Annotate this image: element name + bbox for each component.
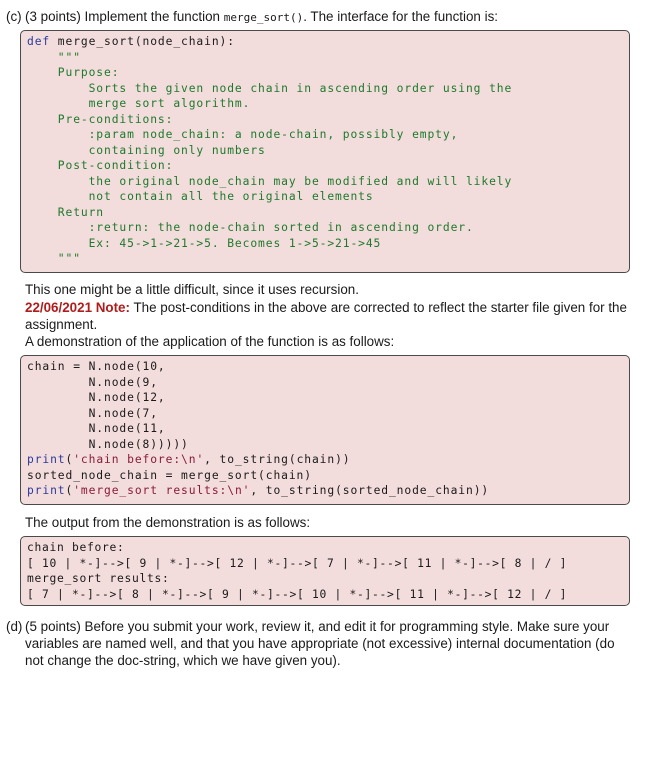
code-line: Pre-conditions: xyxy=(27,112,174,126)
code-line: N.node(11, xyxy=(27,422,166,435)
code-string: 'chain before:\n' xyxy=(73,453,205,466)
code-line: N.node(7, xyxy=(27,406,158,420)
code-line: Ex: 45->1->21->5. Becomes 1->5->21->45 xyxy=(27,236,382,250)
code-line: chain before: xyxy=(27,541,125,554)
code-box-interface xyxy=(20,30,630,273)
code-line: N.node(12, xyxy=(27,391,166,404)
code-line xyxy=(27,35,235,48)
code-line: N.node(8))))) xyxy=(27,437,189,451)
code-line: N.node(9, xyxy=(27,375,158,389)
part-c-label: (c) xyxy=(6,9,22,24)
code-line: Post-condition: xyxy=(27,159,174,172)
code-builtin: print xyxy=(27,453,66,466)
code-line: Return xyxy=(27,205,105,219)
part-c-text-pre: (3 points) Implement the function xyxy=(25,9,224,24)
code-line: [ 10 | *-]-->[ 9 | *-]-->[ 12 | *-]-->[ 7 | *-]-->[ 11 | *-]-->[ 8 | / ] xyxy=(27,556,568,570)
code-text: , to_string(chain)) xyxy=(204,453,351,466)
note-date: 22/06/2021 Note: xyxy=(25,300,130,315)
note-correction xyxy=(25,299,635,333)
part-d-text: (5 points) Before you submit your work, review it, and edit it for programming style. Make sure your variables are named well, and that you have appropriate (not excessive) internal documentation (do not change the doc-string, which we have given you). xyxy=(25,619,615,668)
code-line: merge sort algorithm. xyxy=(27,97,251,110)
code-line: :return: the node-chain sorted in ascending order. xyxy=(27,221,474,234)
note-recursion: This one might be a little difficult, since it uses recursion. xyxy=(25,282,359,297)
output-intro: The output from the demonstration is as follows: xyxy=(25,515,311,530)
code-text: ( xyxy=(65,453,74,466)
part-c-intro xyxy=(25,8,498,26)
demo-intro: A demonstration of the application of the function is as follows: xyxy=(25,334,395,349)
code-line: """ xyxy=(27,252,81,265)
code-line: containing only numbers xyxy=(27,143,266,157)
part-c-text-post: . The interface for the function is: xyxy=(303,9,498,24)
part-c-function-name: merge_sort() xyxy=(223,11,304,24)
code-box-output xyxy=(20,536,630,606)
code-line: :param node_chain: a node-chain, possibly empty, xyxy=(27,128,459,141)
code-text: , to_string(sorted_node_chain)) xyxy=(250,484,490,497)
part-d-label: (d) xyxy=(6,619,23,634)
code-line xyxy=(27,453,350,466)
note-body: The post-conditions in the above are corrected to reflect the starter file given for the assignment. xyxy=(25,300,627,332)
code-builtin: print xyxy=(27,484,66,497)
code-line: the original node_chain may be modified and will likely xyxy=(27,174,513,188)
code-text: merge_sort(node_chain): xyxy=(50,35,235,48)
code-line: Sorts the given node chain in ascending order using the xyxy=(27,81,513,95)
code-line: merge_sort results: xyxy=(27,572,170,585)
code-string: 'merge_sort results:\n' xyxy=(73,484,251,497)
code-line: not contain all the original elements xyxy=(27,190,374,203)
code-line: Purpose: xyxy=(27,66,120,79)
code-line xyxy=(27,484,489,497)
code-text: ( xyxy=(65,484,74,497)
code-keyword: def xyxy=(27,35,51,48)
code-line: [ 7 | *-]-->[ 8 | *-]-->[ 9 | *-]-->[ 10 | *-]-->[ 11 | *-]-->[ 12 | / ] xyxy=(27,587,568,601)
code-box-demo xyxy=(20,355,630,505)
code-line: chain = N.node(10, xyxy=(27,360,166,373)
code-line: sorted_node_chain = merge_sort(chain) xyxy=(27,468,312,482)
code-line: """ xyxy=(27,50,81,64)
